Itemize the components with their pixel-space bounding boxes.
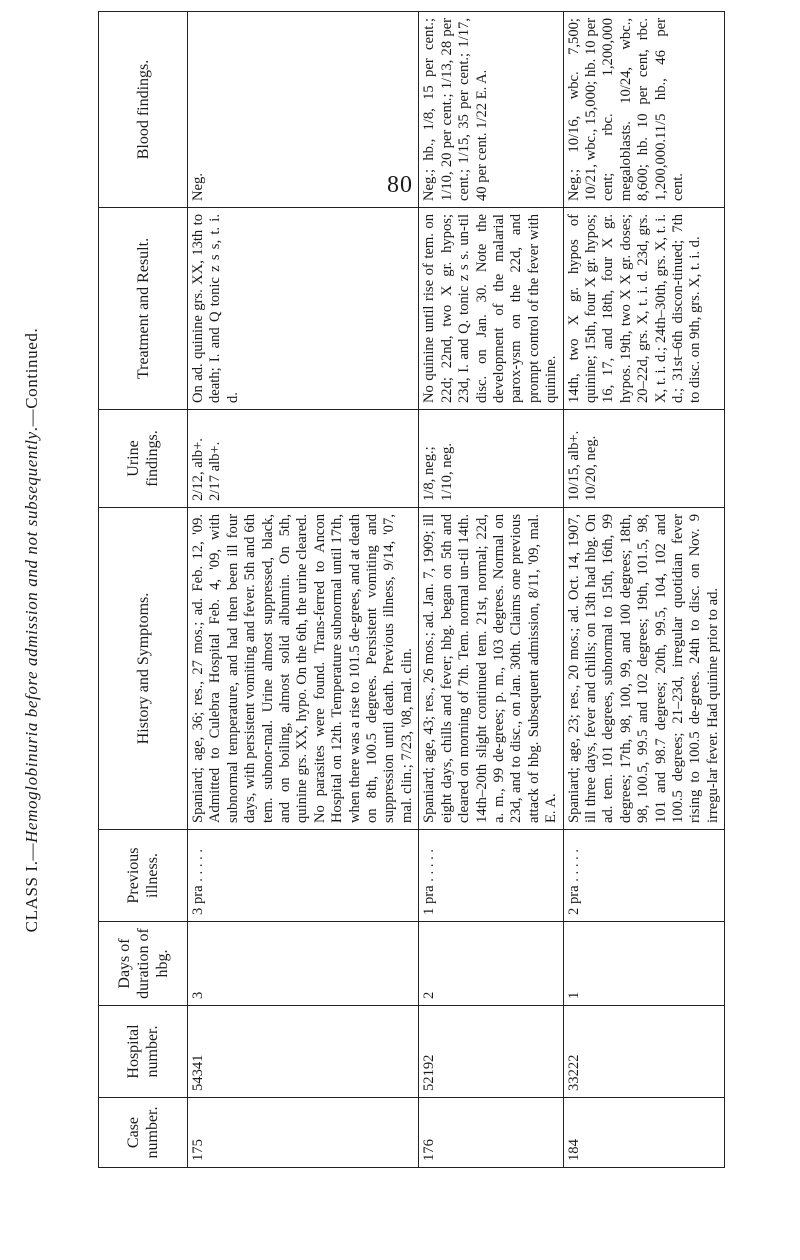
table-row-184 (563, 12, 725, 1168)
case-number: 176 (419, 1098, 563, 1168)
days-duration: 3 (188, 922, 419, 1006)
header-row (99, 12, 188, 1168)
col-header-case: Case number. (99, 1098, 188, 1168)
urine-findings: 1/8, neg.; 1/10, neg. (419, 410, 563, 508)
caption-italic: Hemoglobinuria before admission and not subsequently (22, 431, 41, 843)
history-symptoms: Spaniard; age, 23; res., 20 mos.; ad. Oct. 14, 1907, ill three days, fever and chills; on 13th had hbg. On ad. tem. 101 degrees, subnormal to 15th, 16th, 99 degrees; 17th, 98, 100, 99, and 100 degrees; 18th, 98, 100.5, 99.5 and 102 degrees; 19th, 101.5, 98, 101 and 98.7 degrees; 20th, 99.5, 104, 102 and 100.5 degrees; 21–23d, irregular quotidian fever rising to 100.5 de-grees. 24th to disc. on Nov. 9 irregu-lar fever. Had quinine prior to ad. (563, 508, 725, 830)
blood-findings: Neg. (188, 12, 419, 208)
caption-prefix: CLASS I.— (22, 842, 41, 933)
treatment-result: No quinine until rise of tem. on 22d; 22nd, two X gr. hypos; 23d, I. and Q. tonic z s s. un-til disc. on Jan. 30. Note the development of the malarial parox-ysm on the 22d, and prompt control of the fever with quinine. (419, 208, 563, 410)
case-number: 175 (188, 1098, 419, 1168)
col-header-blood: Blood findings. (99, 12, 188, 208)
previous-illness: 3 pra . . . . . (188, 830, 419, 922)
col-header-treatment: Treatment and Result. (99, 208, 188, 410)
days-duration: 2 (419, 922, 563, 1006)
case-number: 184 (563, 1098, 725, 1168)
page-number: 80 (387, 172, 413, 198)
col-header-previous: Previous illness. (99, 830, 188, 922)
case-table (98, 11, 725, 1168)
history-symptoms: Spaniard; age, 43; res., 26 mos.; ad. Jan. 7, 1909; ill eight days, chills and fever; hbg. began on 5th and cleared on morning of 7th. Tem. normal un-til 14th. 14th–20th slight continued tem. 21st, normal; 22d, a. m., 99 de-grees; p. m., 103 degrees. Normal on 23d, and to disc., on Jan. 30th. Claims one previous attack of hbg. Subsequent admission, 8/11, '09, mal. E. A. (419, 508, 563, 830)
col-header-hospital: Hospital number. (99, 1006, 188, 1098)
previous-illness: 2 pra . . . . . (563, 830, 725, 922)
table-row-176 (419, 12, 563, 1168)
treatment-result: 14th, two X gr. hypos of quinine; 15th, four X gr. hypos; 16, 17, and 18th, four X gr. hypos. 19th, two X X gr. doses; 20–22d, grs. X, t. i. d. 23d, grs. X, t. i. d.; 24th–30th, grs. X, t. i. d.; 31st–6th discon-tinued; 7th to disc. on 9th, grs. X, t. i. d. (563, 208, 725, 410)
hospital-number: 33222 (563, 1006, 725, 1098)
blood-findings: Neg.; 10/16, wbc. 7,500; 10/21, wbc., 15,000; hb. 10 per cent; rbc. 1,200,000 megaloblasts. 10/24, wbc., 8,600; hb. 10 per cent, rbc. 1,200,000.11/5 hb., 46 per cent. (563, 12, 725, 208)
col-header-days: Days of duration of hbg. (99, 922, 188, 1006)
col-header-urine: Urine findings. (99, 410, 188, 508)
days-duration: 1 (563, 922, 725, 1006)
history-symptoms: Spaniard; age, 36; res., 27 mos.; ad. Feb. 12, '09. Admitted to Culebra Hospital Feb. 4, '09, with subnormal temperature, and had then been ill four days, with persistent vomiting and fever. 5th and 6th tem. subnor-mal. Urine almost suppressed, black, and on boiling, almost solid albumin. On 5th, quinine grs. XX, hypo. On the 6th, the urine cleared. No parasites were found. Trans-ferred to Ancon Hospital on 12th. Temperature subnormal until 17th, when there was a rise to 101.5 de-grees, and at death on 8th, 100.5 degrees. Persistent vomiting and suppression until death. Previous illness, 9/14, '07, mal. clin.; 7/23, '08, mal. clin. (188, 508, 419, 830)
table-row-175 (188, 12, 419, 1168)
hospital-number: 54341 (188, 1006, 419, 1098)
col-header-history: History and Symptoms. (99, 508, 188, 830)
blood-findings: Neg.; hb., 1/8, 15 per cent.; 1/10, 20 per cent.; 1/13, 28 per cent.; 1/15, 35 per cent.; 1/17, 40 per cent. 1/22 E. A. (419, 12, 563, 208)
urine-findings: 10/15, alb+. 10/20, neg. (563, 410, 725, 508)
hospital-number: 52192 (419, 1006, 563, 1098)
previous-illness: 1 pra . . . . . (419, 830, 563, 922)
caption-suffix: .—Continued. (22, 327, 41, 432)
table-caption (22, 12, 42, 1248)
urine-findings: 2/12, alb+. 2/17 alb+. (188, 410, 419, 508)
treatment-result: On ad. quinine grs. XX, 13th to death; I. and Q tonic z s s, t. i. d. (188, 208, 419, 410)
